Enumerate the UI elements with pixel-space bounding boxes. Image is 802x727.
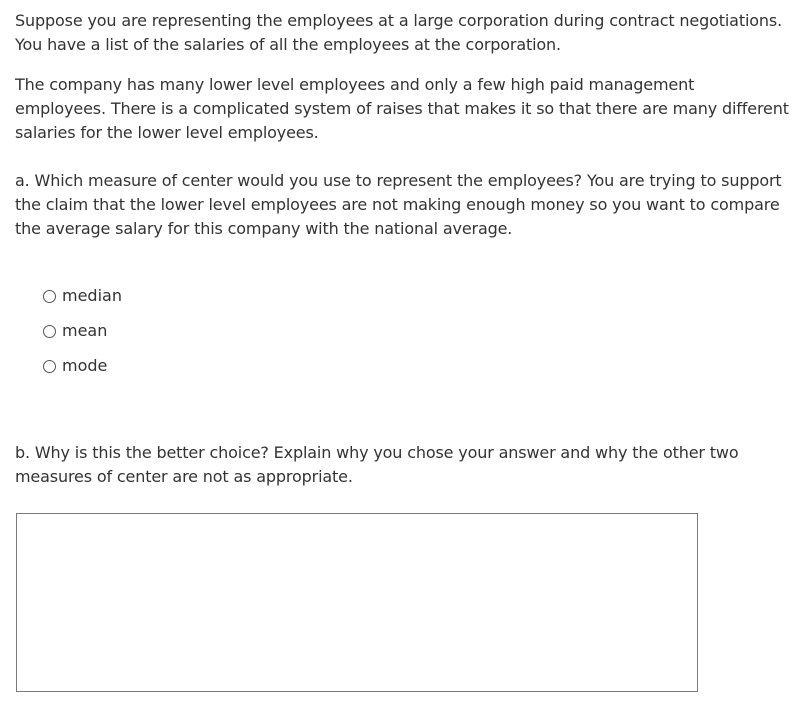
radio-button-mode[interactable] xyxy=(43,360,56,373)
radio-option-mean[interactable] xyxy=(43,320,107,342)
radio-label-median: median xyxy=(62,286,122,305)
radio-button-median[interactable] xyxy=(43,290,56,303)
radio-label-mode: mode xyxy=(62,356,108,375)
intro-paragraph: Suppose you are representing the employees at a large corporation during contract negotiations. You have a list of the salaries of all the employees at the corporation. xyxy=(15,11,783,54)
radio-option-mode[interactable] xyxy=(43,355,107,377)
part-a-question: a. Which measure of center would you use to represent the employees? You are trying to support the claim that the lower level employees are not making enough money so you want to compare the average salary for this company with the national average. xyxy=(15,171,782,238)
answer-textarea[interactable] xyxy=(16,513,698,692)
radio-button-mean[interactable] xyxy=(43,325,56,338)
radio-label-mean: mean xyxy=(62,321,108,340)
radio-option-median[interactable] xyxy=(43,285,122,307)
part-b-question: b. Why is this the better choice? Explain why you chose your answer and why the other two measures of center are not as appropriate. xyxy=(15,443,739,486)
context-paragraph: The company has many lower level employees and only a few high paid management employees. There is a complicated system of raises that makes it so that there are many different salaries for the lower level employees. xyxy=(15,75,789,142)
